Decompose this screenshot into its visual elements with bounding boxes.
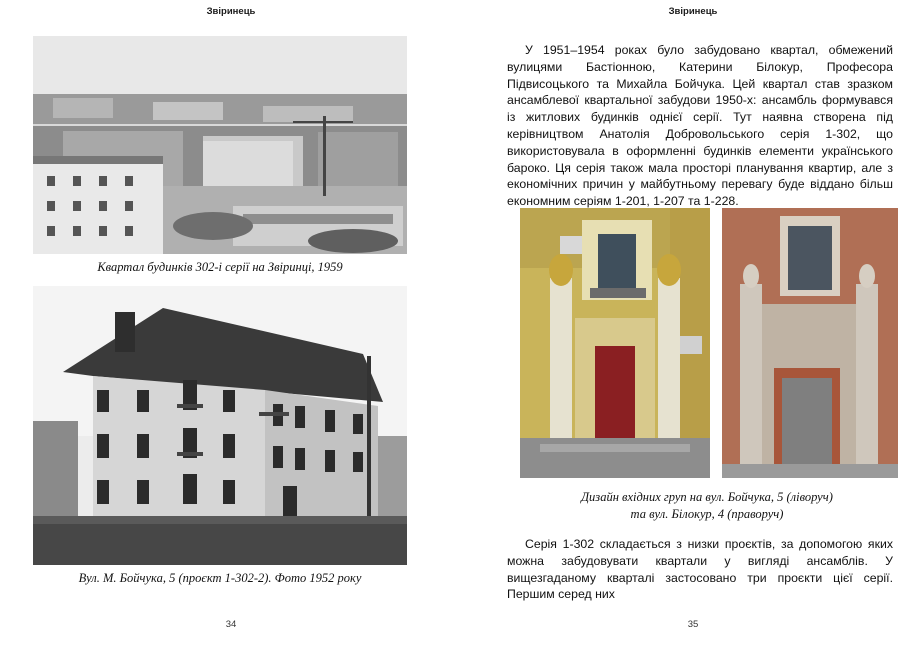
- photo-caption-top: Квартал будинків 302-і серії на Звіринці, 1959: [97, 260, 343, 274]
- body-paragraph-1: У 1951–1954 роках було забудовано квартал, обмежений вулицями Бастіонною, Катерини Білокур, Професора Підвисоцького та Михайла Бойчука. Цей квартал став зразком ансамблевої квартальної забудови 1950-х: ансамбль формувався із житлових будинків однієї серії. Тут наявна створена під керівництвом Анатолія Добровольського серія 1-302, що використовувала в оформленні будинків елементи українського бароко. Ця серія також мала просторі планування квартир, але з економічних причин у майбутньому перевагу буде віддано більш економним серіям 1-201, 1-207 та 1-228.: [507, 43, 893, 209]
- photo-entrance-boichuka-5: [520, 208, 710, 478]
- body-paragraph-2: Серія 1-302 складається з низки проєктів, за допомогою яких можна забудовувати квартали у вигляді ансамблів. У вищезгаданому кварталі застосовано три проєкти цієї серії. Першим серед них: [507, 537, 893, 602]
- photo-entrance-bilokur-4: [722, 208, 898, 478]
- photo-caption-bottom: Вул. М. Бойчука, 5 (проєкт 1-302-2). Фото 1952 року: [78, 571, 362, 585]
- right-page: [462, 0, 924, 652]
- photo-caption-line-2: та вул. Білокур, 4 (праворуч): [630, 507, 784, 521]
- page-number: 34: [225, 619, 237, 630]
- photo-quarter-panorama-1959: [33, 36, 407, 254]
- page-number: 35: [687, 619, 699, 630]
- running-head: Звіринець: [206, 6, 256, 17]
- running-head: Звіринець: [668, 6, 718, 17]
- photo-boichuka-5-1952: [33, 286, 407, 565]
- photo-caption-line-1: Дизайн вхідних груп на вул. Бойчука, 5 (ліворуч): [581, 490, 833, 504]
